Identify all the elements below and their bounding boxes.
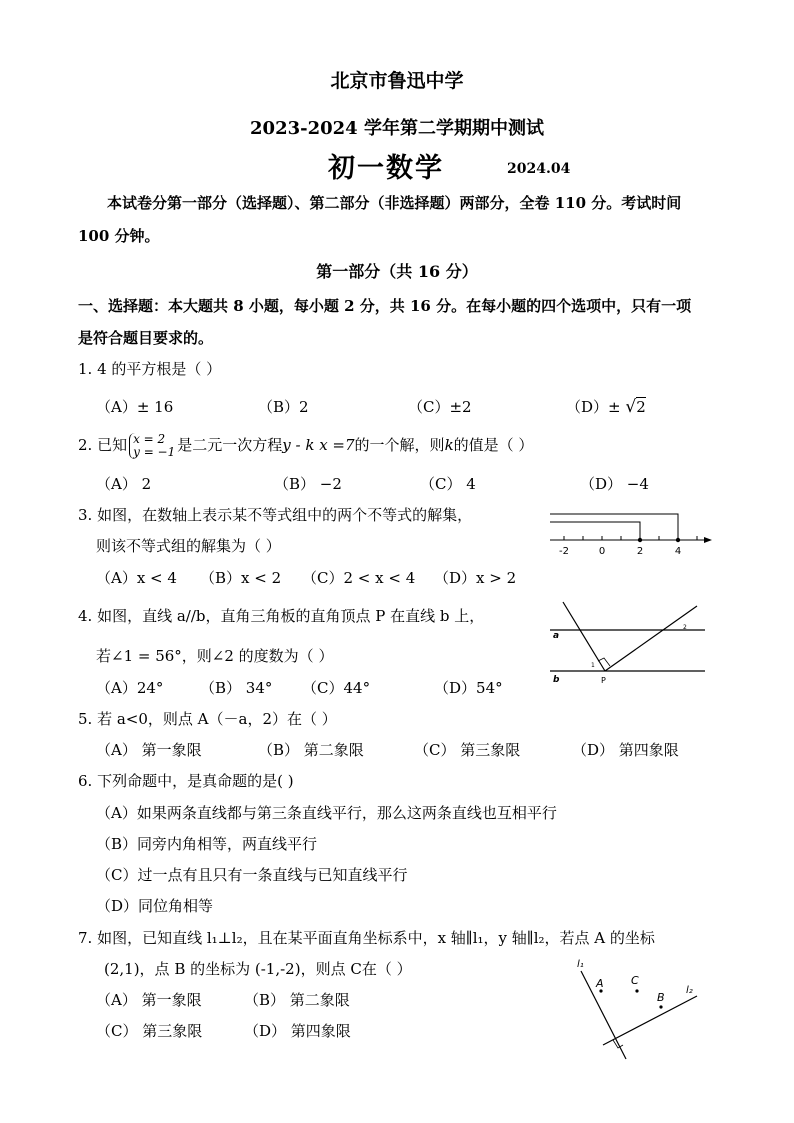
exam-date: 2024.04 [507,161,571,177]
q7-line-1: 7. 如图，已知直线 l₁⊥l₂，且在某平面直角坐标系中，x 轴∥l₁，y 轴∥l₂，若点 A 的坐标 [78,929,655,947]
part1-heading: 第一部分（共 16 分） [316,262,478,281]
label-point-a: A [596,977,604,990]
q4-option-d: （D）54° [434,679,503,697]
tick-label: -2 [559,546,569,557]
q1-option-d [566,396,646,417]
intro-line-1: 本试卷分第一部分（选择题）、第二部分（非选择题）两部分，全卷 110 分。考试时间 [107,194,682,212]
q3-number-line-figure [540,500,730,560]
q7-perpendicular-lines-figure [565,955,705,1065]
q7-line-2: (2,1)，点 B 的坐标为 (-1,-2)，则点 C在（ ） [104,960,412,978]
q1-option-d-label: （D）± [566,398,621,416]
q1-option-b: （B）2 [258,398,309,416]
label-b: b [553,675,560,685]
sqrt-symbol: √ [625,397,637,417]
q5-option-a: （A） 第一象限 [96,741,202,759]
q4-parallel-lines-figure [545,598,710,690]
q5-option-b: （B） 第二象限 [258,741,364,759]
q2-prefix: 2. 已知 [78,436,128,454]
q3-option-a: （A）x < 4 [96,569,177,587]
q2-option-c: （C） 4 [420,475,476,493]
q3-option-b: （B）x < 2 [200,569,282,587]
label-l2: l₂ [686,985,693,996]
part1-instruction-1: 一、选择题：本大题共 8 小题，每小题 2 分，共 16 分。在每小题的四个选项中，只有一项 [78,297,692,315]
q3-line-1: 3. 如图，在数轴上表示某不等式组中的两个不等式的解集， [78,506,473,524]
q7-option-a: （A） 第一象限 [96,991,202,1009]
line-l2 [603,996,697,1045]
q7-option-b: （B） 第二象限 [244,991,350,1009]
q3-line-2: 则该不等式组的解集为（ ） [96,537,281,555]
intro-line-2: 100 分钟。 [78,227,160,245]
q4-option-c: （C）44° [302,679,371,697]
part1-instruction-2: 是符合题目要求的。 [78,329,214,347]
label-point-b: B [657,991,665,1004]
q5-stem: 5. 若 a<0，则点 A（－a，2）在（ ） [78,710,337,728]
angle-1-label: 1 [591,662,595,669]
q2-stem [78,430,533,460]
tick-label: 0 [598,546,606,557]
label-p: P [601,676,606,685]
number-line-arrow [704,537,712,543]
q2-option-a: （A） 2 [96,475,152,493]
q2-var: k [444,436,454,454]
label-a: a [553,631,560,641]
q6-stem: 6. 下列命题中，是真命题的是( ) [78,772,294,790]
q1-option-c: （C）±2 [408,398,472,416]
q3-option-c: （C）2 < x < 4 [302,569,416,587]
q2-option-d: （D） −4 [580,475,649,493]
q2-eq2: y = −1 [133,445,176,459]
triangle-leg-2 [605,606,697,671]
q1-stem: 1. 4 的平方根是（ ） [78,360,222,378]
q2-option-b: （B） −2 [274,475,342,493]
q4-option-b: （B） 34° [200,679,273,697]
point-4 [676,538,680,542]
q5-option-d: （D） 第四象限 [572,741,679,759]
q2-system [129,433,175,459]
point-2 [638,538,642,542]
angle-2-label: 2 [683,624,687,631]
tick-label: 4 [674,546,682,557]
q4-line-1: 4. 如图，直线 a//b，直角三角板的直角顶点 P 在直线 b 上， [78,607,485,625]
q6-option-b: （B）同旁内角相等，两直线平行 [96,835,318,853]
exam-term: 2023-2024 学年第二学期期中测试 [250,118,544,139]
school-name: 北京市鲁迅中学 [330,70,464,92]
label-l1: l₁ [577,959,584,970]
q4-line-2: 若∠1 = 56°，则∠2 的度数为（ ） [96,647,334,665]
q2-end: 的值是（ ） [453,436,534,454]
tick-label: 2 [636,546,644,557]
q1-option-a: （A）± 16 [96,398,174,416]
q6-option-d: （D）同位角相等 [96,897,214,915]
q2-mid: 是二元一次方程 [177,436,283,454]
point-b [659,1005,662,1008]
q7-option-c: （C） 第三象限 [96,1022,203,1040]
q2-post: 的一个解，则 [354,436,445,454]
point-c [635,989,638,992]
q1-option-d-radicand: 2 [636,398,646,416]
q2-equation: y - k x =7 [282,436,355,454]
q4-option-a: （A）24° [96,679,164,697]
q7-option-d: （D） 第四象限 [244,1022,351,1040]
q5-option-c: （C） 第三象限 [414,741,521,759]
q6-option-a: （A）如果两条直线都与第三条直线平行，那么这两条直线也互相平行 [96,804,557,822]
q2-eq1: x = 2 [133,432,166,446]
subject-title: 初一数学 [328,153,444,184]
q6-option-c: （C）过一点有且只有一条直线与已知直线平行 [96,866,408,884]
label-point-c: C [631,974,639,987]
q3-option-d: （D）x > 2 [434,569,517,587]
